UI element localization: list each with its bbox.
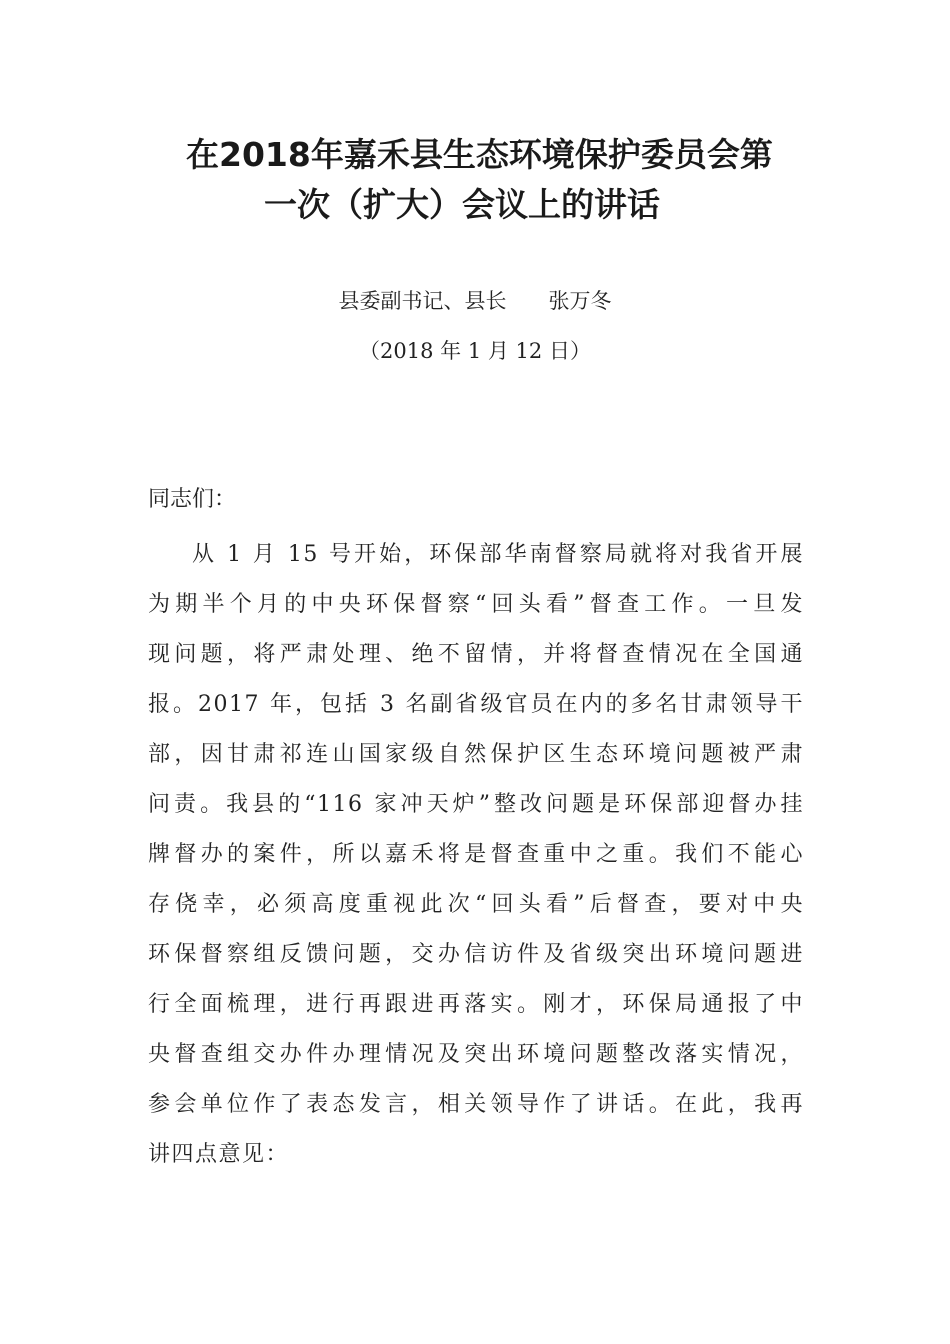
paragraph-line: 问责。我县的“116 家冲天炉”整改问题是环保部迎督办挂	[148, 792, 804, 817]
salutation: 同志们：	[148, 487, 237, 512]
paragraph-line: 讲四点意见：	[148, 1142, 290, 1167]
paragraph-line: 从 1 月 15 号开始，环保部华南督察局就将对我省开展	[192, 542, 804, 567]
byline	[0, 284, 950, 318]
body-paragraph	[148, 530, 804, 1180]
byline-role: 县委副书记、县长	[338, 289, 507, 313]
speech-date: （2018 年 1 月 12 日）	[359, 339, 591, 363]
paragraph-line: 参会单位作了表态发言，相关领导作了讲话。在此，我再	[148, 1092, 804, 1117]
paragraph-line: 央督查组交办件办理情况及突出环境问题整改落实情况，	[148, 1042, 804, 1067]
paragraph-line: 部，因甘肃祁连山国家级自然保护区生态环境问题被严肃	[148, 742, 804, 767]
paragraph-line: 现问题，将严肃处理、绝不留情，并将督查情况在全国通	[148, 642, 804, 667]
paragraph-line: 存侥幸，必须高度重视此次“回头看”后督查，要对中央	[148, 892, 804, 917]
document-title-line-1: 在2018年嘉禾县生态环境保护委员会第	[186, 135, 773, 174]
document-title-line-2: 一次（扩大）会议上的讲话	[264, 185, 660, 224]
paragraph-line: 牌督办的案件，所以嘉禾将是督查重中之重。我们不能心	[148, 842, 804, 867]
paragraph-line: 行全面梳理，进行再跟进再落实。刚才，环保局通报了中	[148, 992, 804, 1017]
byline-author: 张万冬	[548, 289, 612, 313]
paragraph-line: 环保督察组反馈问题，交办信访件及省级突出环境问题进	[148, 942, 804, 967]
paragraph-line: 报。2017 年，包括 3 名副省级官员在内的多名甘肃领导干	[148, 692, 804, 717]
paragraph-line: 为期半个月的中央环保督察“回头看”督查工作。一旦发	[148, 592, 804, 617]
